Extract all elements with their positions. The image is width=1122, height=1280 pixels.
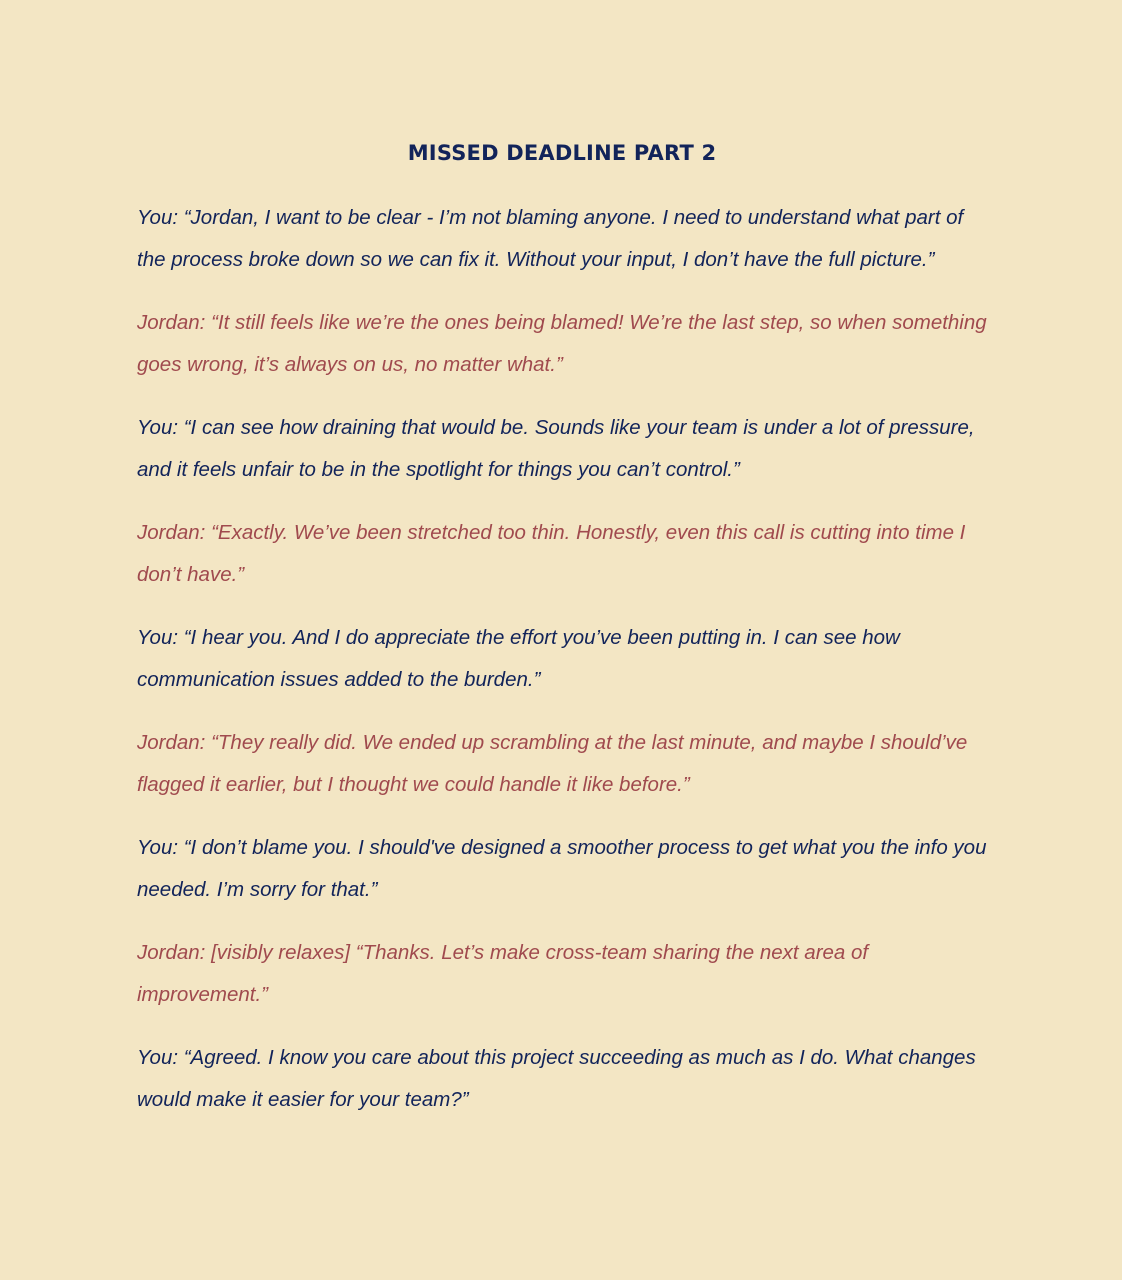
dialogue-line-jordan: Jordan: “Exactly. We’ve been stretched too thin. Honestly, even this call is cutting into time I don’t have.” bbox=[137, 521, 966, 586]
dialogue-line-you: You: “Agreed. I know you care about this project succeeding as much as I do. What changes would make it easier for your team?” bbox=[137, 1046, 976, 1111]
dialogue-line-you: You: “Jordan, I want to be clear - I’m not blaming anyone. I need to understand what part of the process broke down so we can fix it. Without your input, I don’t have the full picture.” bbox=[137, 206, 964, 271]
dialogue-line-jordan: Jordan: “It still feels like we’re the ones being blamed! We’re the last step, so when something goes wrong, it’s always on us, no matter what.” bbox=[137, 311, 987, 376]
page-title: MISSED DEADLINE PART 2 bbox=[407, 141, 717, 165]
dialogue-line-jordan: Jordan: [visibly relaxes] “Thanks. Let’s make cross-team sharing the next area of improvement.” bbox=[137, 941, 869, 1006]
dialogue-line-jordan: Jordan: “They really did. We ended up scrambling at the last minute, and maybe I should’ve flagged it earlier, but I thought we could handle it like before.” bbox=[137, 731, 968, 796]
dialogue bbox=[137, 197, 997, 1120]
dialogue-line-you: You: “I can see how draining that would be. Sounds like your team is under a lot of pressure, and it feels unfair to be in the spotlight for things you can’t control.” bbox=[137, 416, 975, 481]
dialogue-line-you: You: “I don’t blame you. I should've designed a smoother process to get what you the info you needed. I’m sorry for that.” bbox=[137, 836, 987, 901]
dialogue-line-you: You: “I hear you. And I do appreciate the effort you’ve been putting in. I can see how communication issues added to the burden.” bbox=[137, 626, 900, 691]
